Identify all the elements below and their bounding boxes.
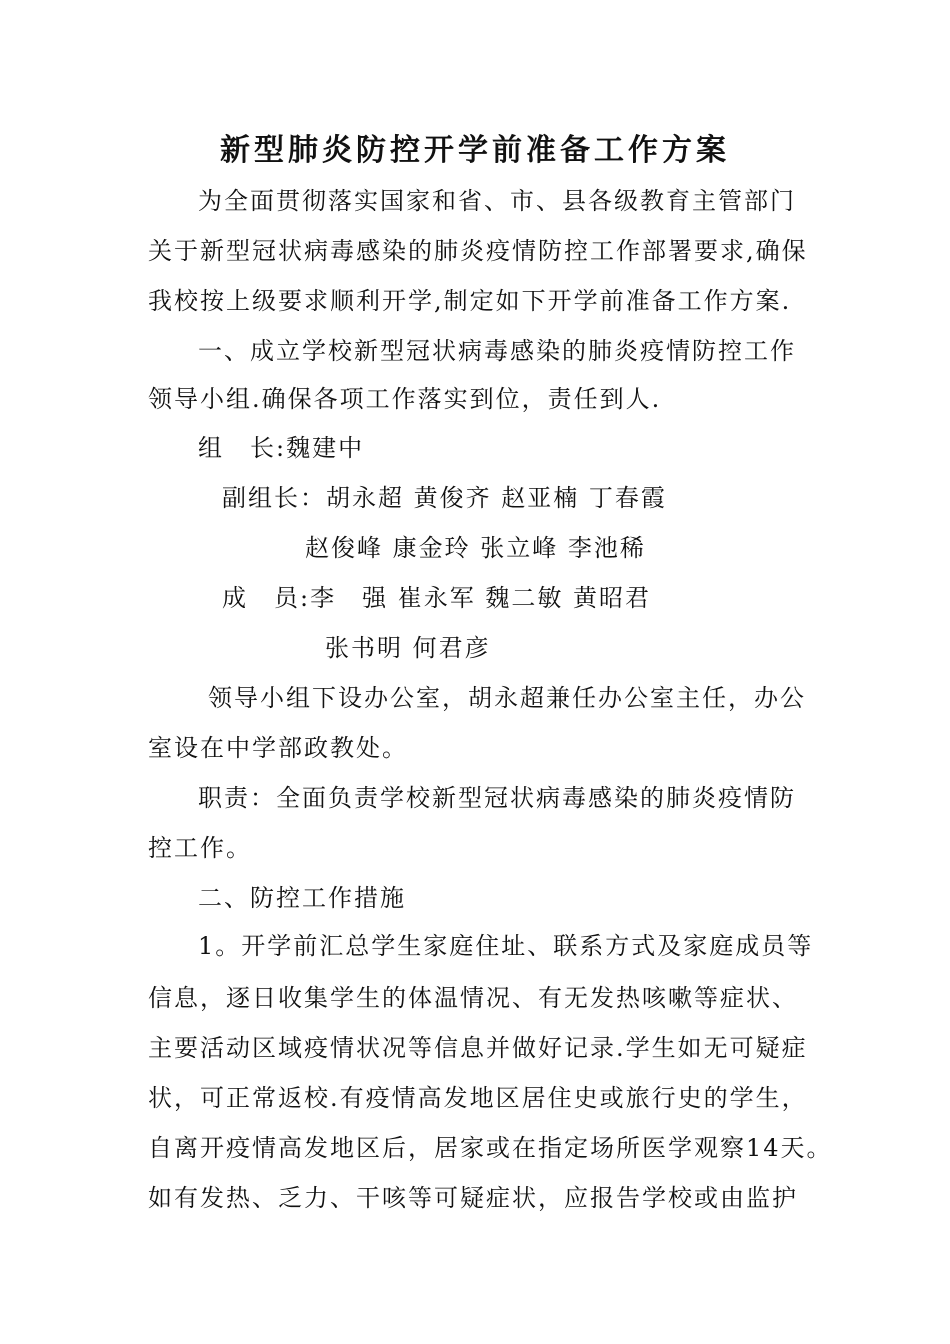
paragraph-line: 自离开疫情高发地区后，居家或在指定场所医学观察14天。 <box>148 1134 833 1162</box>
paragraph-line: 关于新型冠状病毒感染的肺炎疫情防控工作部署要求,确保 <box>148 237 808 265</box>
paragraph-line: 室设在中学部政教处。 <box>148 734 408 762</box>
paragraph-line: 信息，逐日收集学生的体温情况、有无发热咳嗽等症状、 <box>148 984 798 1012</box>
section-heading-line: 一、成立学校新型冠状病毒感染的肺炎疫情防控工作 <box>198 337 796 365</box>
paragraph-line: 如有发热、乏力、干咳等可疑症状，应报告学校或由监护 <box>148 1184 798 1212</box>
paragraph-line: 主要活动区域疫情状况等信息并做好记录.学生如无可疑症 <box>148 1034 808 1062</box>
paragraph-line: 领导小组.确保各项工作落实到位，责任到人. <box>148 385 662 413</box>
deputy-leader-line: 副组长：胡永超 黄俊齐 赵亚楠 丁春霞 <box>222 484 667 512</box>
paragraph-line: 领导小组下设办公室，胡永超兼任办公室主任，办公 <box>208 684 806 712</box>
group-leader-line: 组 长:魏建中 <box>198 434 365 462</box>
members-line: 成 员:李 强 崔永军 魏二敏 黄昭君 <box>222 584 651 612</box>
document-title: 新型肺炎防控开学前准备工作方案 <box>220 133 730 168</box>
paragraph-line: 为全面贯彻落实国家和省、市、县各级教育主管部门 <box>198 187 796 215</box>
paragraph-line: 1。开学前汇总学生家庭住址、联系方式及家庭成员等 <box>198 932 814 960</box>
section-heading-line: 二、防控工作措施 <box>198 884 406 912</box>
paragraph-line: 控工作。 <box>148 834 252 862</box>
deputy-leader-line-continued: 赵俊峰 康金玲 张立峰 李池稀 <box>305 534 646 562</box>
paragraph-line: 状，可正常返校.有疫情高发地区居住史或旅行史的学生， <box>148 1084 808 1112</box>
members-line-continued: 张书明 何君彦 <box>325 634 491 662</box>
paragraph-line: 我校按上级要求顺利开学,制定如下开学前准备工作方案. <box>148 287 792 315</box>
paragraph-line: 职责：全面负责学校新型冠状病毒感染的肺炎疫情防 <box>198 784 796 812</box>
